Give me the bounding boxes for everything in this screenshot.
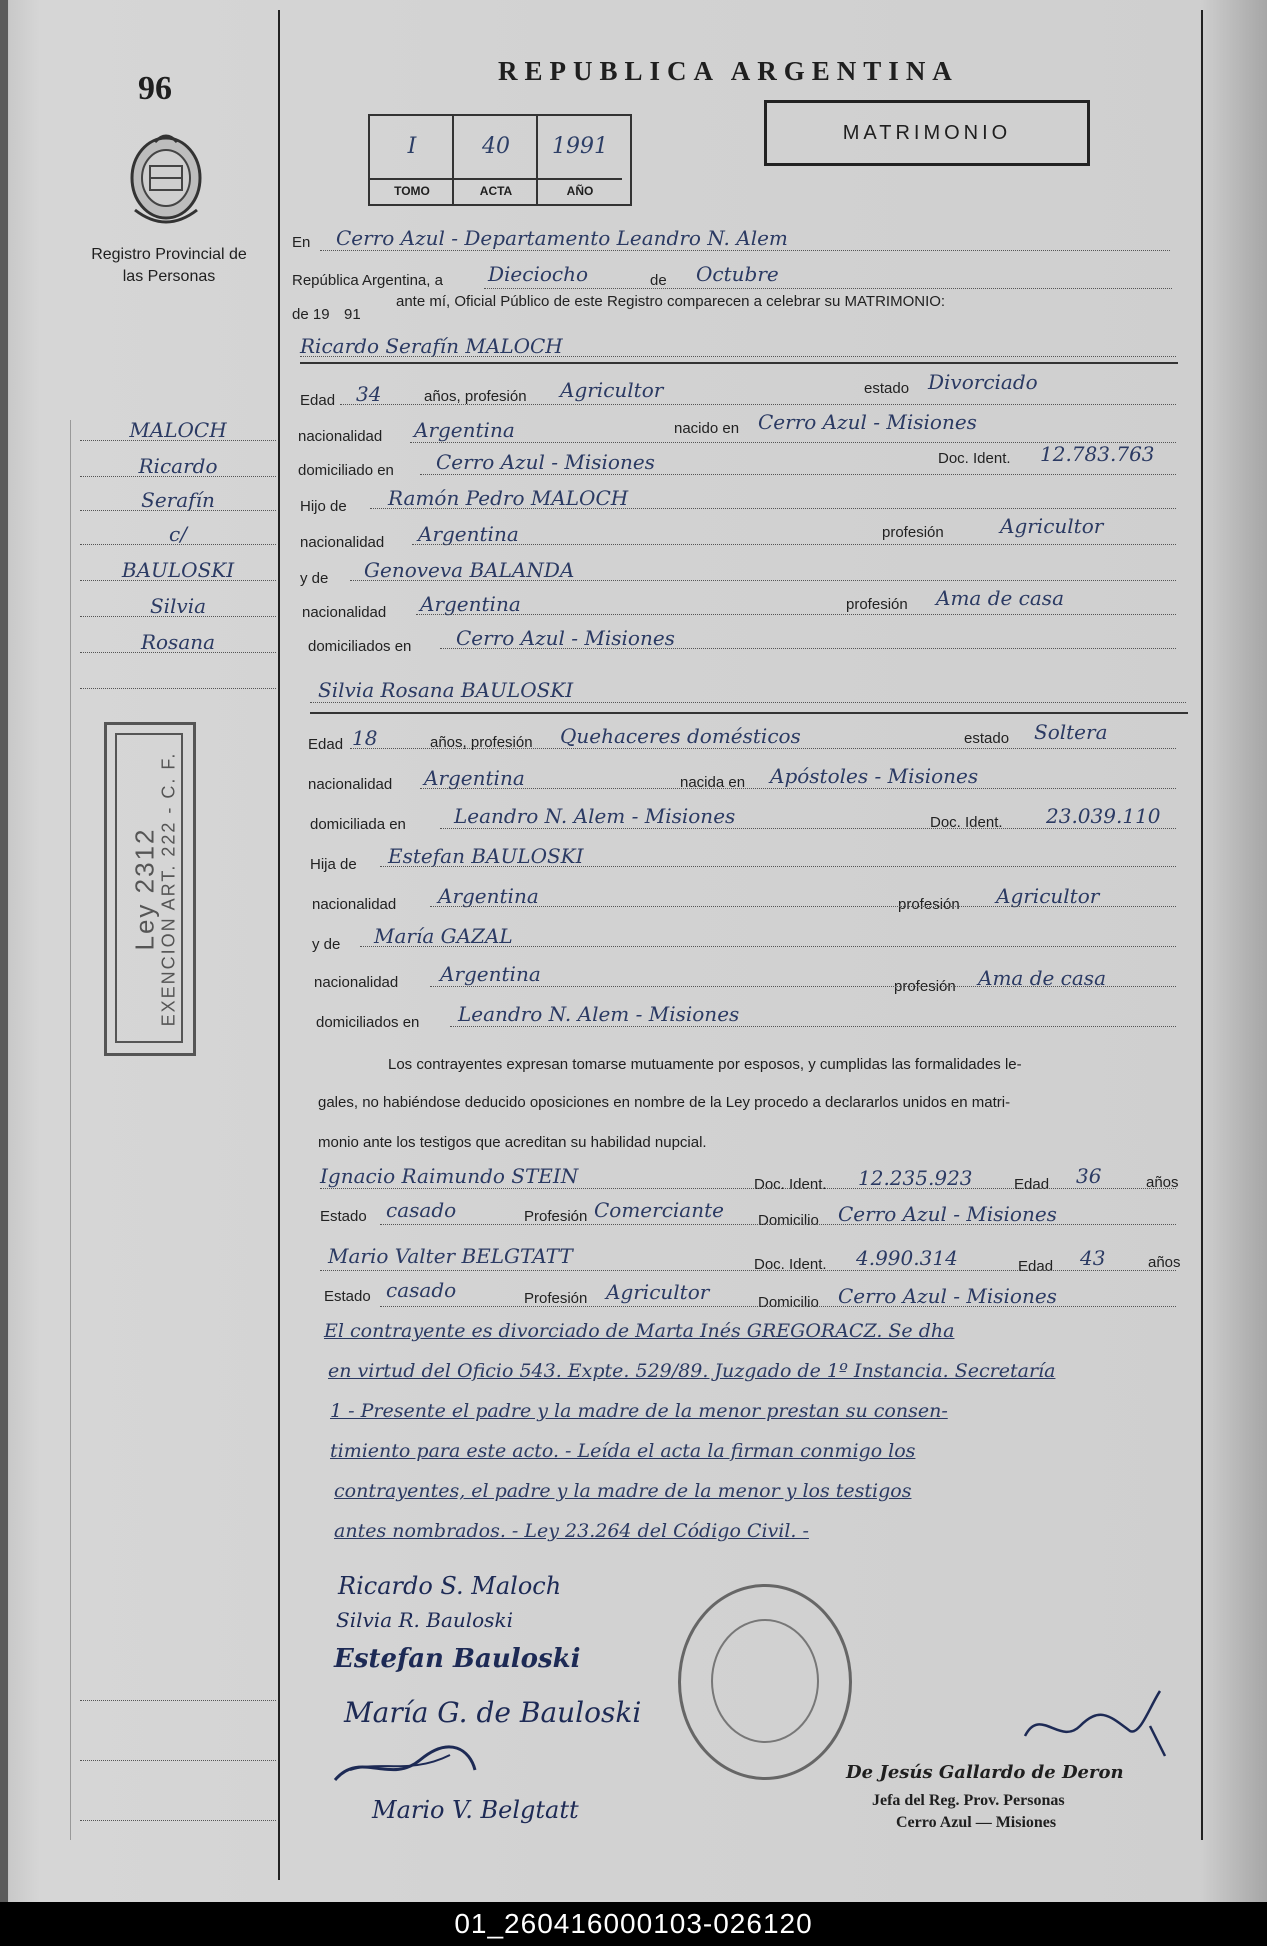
domiciliado-label: domiciliado en [298,462,394,479]
witness-2-doc: 4.990.314 [856,1246,958,1270]
margin-line: Silvia [149,594,207,618]
ante-text: ante mí, Oficial Público de este Registro comparecen a celebrar su MATRIMONIO: [396,293,946,310]
anos-label: años [1148,1254,1181,1271]
margin-dotted-line [80,544,276,545]
tomo-value: I [407,134,417,159]
dotted-line [484,288,1172,289]
bride-estado: Soltera [1034,720,1108,744]
groom-mother: Genoveva BALANDA [364,558,575,582]
nacionalidad-label: nacionalidad [312,896,397,913]
margin-dotted-line [80,688,276,689]
hijo-label: Hijo de [300,498,347,515]
estado-label: estado [964,730,1010,747]
anos-profesion-label: años, profesión [430,734,533,751]
bride-mother: María GAZAL [374,924,513,948]
margin-line: Serafín [141,488,215,512]
nacionalidad-label: nacionalidad [300,534,385,551]
declaration-line: monio ante los testigos que acreditan su habilidad nupcial. [318,1134,707,1151]
domicilio-label: Domicilio [758,1294,819,1311]
dotted-line [430,986,1176,987]
groom-mother-nationality: Argentina [420,592,521,616]
dotted-line [420,788,1176,789]
bride-doc: 23.039.110 [1046,804,1161,828]
binding-edge [0,0,8,1902]
bride-domicile: Leandro N. Alem - Misiones [454,804,736,828]
scan-id-bar: 01_260416000103-026120 [0,1902,1267,1946]
declaration-line: gales, no habiéndose deducido oposiciones en nombre de la Ley procedo a declararlos unidos en matri- [318,1094,1011,1111]
edad-label: Edad [300,392,336,409]
margin-dotted-line [80,1760,276,1761]
dotted-line [412,544,1176,545]
dotted-line [320,1188,1176,1189]
registry-name: Registro Provincial de las Personas [91,246,247,285]
witness-2-estado: casado [386,1278,457,1302]
witness-1-name: Ignacio Raimundo STEIN [320,1164,579,1188]
official-signature-icon [1020,1686,1170,1766]
observation-line: 1 - Presente el padre y la madre de la menor prestan su consen- [330,1400,948,1422]
groom-profession: Agricultor [560,378,664,402]
dotted-line [370,508,1176,509]
groom-domicile: Cerro Azul - Misiones [436,450,655,474]
witness-2-name: Mario Valter BELGTATT [328,1244,573,1268]
margin-dotted-line [80,652,276,653]
nacionalidad-label: nacionalidad [308,776,393,793]
volume-box [368,114,632,206]
official-title: Jefa del Reg. Prov. Personas [872,1792,1065,1809]
groom-nationality: Argentina [414,418,515,442]
yde-label: y de [312,936,341,953]
bride-mother-profession: Ama de casa [978,966,1106,990]
margin-line: Ricardo [138,454,218,478]
de-label: de [650,272,667,289]
anos-label: años [1146,1174,1179,1191]
bride-age: 18 [352,726,378,750]
margin-rule [278,10,280,1880]
doc-label: Doc. Ident. [938,450,1011,467]
bride-parents-domicile: Leandro N. Alem - Misiones [458,1002,740,1026]
hija-label: Hija de [310,856,357,873]
exemption-stamp [104,722,196,1056]
witness-1-age: 36 [1076,1164,1102,1188]
margin-line: Rosana [140,630,216,654]
edad-label: Edad [1018,1258,1054,1275]
dotted-line [440,828,1176,829]
signature-witness: Mario V. Belgtatt [372,1796,579,1824]
dotted-line [440,648,1176,649]
witness-2-age: 43 [1080,1246,1106,1270]
profesion-label: profesión [846,596,908,613]
observation-line: timiento para este acto. - Leída el acta la firman conmigo los [330,1440,916,1462]
bride-profession: Quehaceres domésticos [560,724,801,748]
edad-label: Edad [1014,1176,1050,1193]
signature-groom: Ricardo S. Maloch [338,1572,562,1600]
section-divider [310,712,1188,714]
bride-father-nationality: Argentina [438,884,539,908]
bride-birthplace: Apóstoles - Misiones [770,764,979,788]
act-day: Dieciocho [488,262,589,286]
acta-label: ACTA [454,178,538,198]
groom-mother-profession: Ama de casa [936,586,1064,610]
observation-line: antes nombrados. - Ley 23.264 del Código Civil. - [334,1520,809,1542]
dotted-line [310,702,1186,703]
doc-label: Doc. Ident. [930,814,1003,831]
witness-1-estado: casado [386,1198,457,1222]
official-name: De Jesús Gallardo de Deron [846,1762,1124,1783]
nacionalidad-label: nacionalidad [314,974,399,991]
groom-father-profession: Agricultor [1000,514,1104,538]
official-seal [678,1584,852,1780]
margin-dotted-line [80,476,276,477]
witness-2-domicile: Cerro Azul - Misiones [838,1284,1057,1308]
profesion-label: profesión [898,896,960,913]
en-label: En [292,234,311,251]
stamp-exemption: EXENCION ART. 222 - C. F. [158,751,179,1027]
bride-mother-nationality: Argentina [440,962,541,986]
groom-father-nationality: Argentina [418,522,519,546]
witness-2-profession: Agricultor [606,1280,710,1304]
bride-name: Silvia Rosana BAULOSKI [318,678,574,702]
margin-line: BAULOSKI [121,558,235,582]
dotted-line [380,866,1176,867]
groom-estado: Divorciado [928,370,1038,394]
republic-label: República Argentina, a [292,272,443,289]
observation-line: contrayentes, el padre y la madre de la menor y los testigos [334,1480,912,1502]
dotted-line [380,1224,1176,1225]
dotted-line [350,580,1176,581]
province-emblem-icon [125,130,207,232]
dotted-line [420,474,1176,475]
right-rule [1201,10,1203,1840]
declaration-line: Los contrayentes expresan tomarse mutuamente por esposos, y cumplidas las formalidades le- [388,1056,1022,1073]
margin-left-rule [70,420,71,1840]
margin-dotted-line [80,616,276,617]
stamp-law: Ley 2312 [129,827,160,951]
page-number: 96 [138,70,172,107]
nacionalidad-label: nacionalidad [302,604,387,621]
profesion-label: Profesión [524,1290,588,1307]
profesion-label: Profesión [524,1208,588,1225]
signature-bride: Silvia R. Bauloski [336,1608,513,1632]
groom-father: Ramón Pedro MALOCH [388,486,629,510]
groom-parents-domicile: Cerro Azul - Misiones [456,626,675,650]
witness-1-domicile: Cerro Azul - Misiones [838,1202,1057,1226]
anio-value: 1991 [552,134,608,159]
profesion-label: profesión [894,978,956,995]
doc-label: Doc. Ident. [754,1176,827,1193]
act-month: Octubre [696,262,779,286]
observation-line: El contrayente es divorciado de Marta Inés GREGORACZ. Se dha [324,1320,955,1342]
margin-dotted-line [80,510,276,511]
signature-bride-father: Estefan Bauloski [334,1644,581,1674]
observation-line: en virtud del Oficio 543. Expte. 529/89. Juzgado de 1º Instancia. Secretaría [328,1360,1056,1382]
bride-father-profession: Agricultor [996,884,1100,908]
doc-label: Doc. Ident. [754,1256,827,1273]
dotted-line [300,356,1176,357]
margin-dotted-line [80,1700,276,1701]
groom-age: 34 [356,382,382,406]
estado-label: Estado [320,1208,367,1225]
domiciliados-label: domiciliados en [316,1014,420,1031]
groom-name: Ricardo Serafín MALOCH [300,334,563,358]
dotted-line [320,1270,1176,1271]
domiciliada-label: domiciliada en [310,816,406,833]
year-suffix: 91 [344,306,361,323]
witness-1-profession: Comerciante [594,1198,724,1222]
margin-line: c/ [169,522,187,546]
act-place: Cerro Azul - Departamento Leandro N. Alem [336,226,788,250]
domiciliados-label: domiciliados en [308,638,412,655]
country-title: REPUBLICA ARGENTINA [498,56,959,86]
estado-label: Estado [324,1288,371,1305]
signature-bride-mother: María G. de Bauloski [344,1696,642,1729]
edad-label: Edad [308,736,344,753]
anos-profesion-label: años, profesión [424,388,527,405]
dotted-line [320,250,1170,251]
acta-value: 40 [482,134,510,159]
tomo-label: TOMO [370,178,454,198]
domicilio-label: Domicilio [758,1212,819,1229]
margin-dotted-line [80,440,276,441]
year-prefix: de 19 [292,306,330,323]
dotted-line [380,1306,1176,1307]
margin-dotted-line [80,1820,276,1821]
anio-label: AÑO [538,178,622,198]
section-divider [300,362,1178,364]
nacido-label: nacido en [674,420,740,437]
signature-scribble-icon [330,1740,480,1790]
margin-line: MALOCH [129,418,227,442]
official-seal-inner [711,1619,819,1743]
dotted-line [350,748,1176,749]
groom-doc: 12.783.763 [1040,442,1155,466]
estado-label: estado [864,380,910,397]
dotted-line [340,404,1176,405]
profesion-label: profesión [882,524,944,541]
bride-father: Estefan BAULOSKI [388,844,584,868]
witness-1-doc: 12.235.923 [858,1166,973,1190]
bride-nationality: Argentina [424,766,525,790]
dotted-line [430,906,1176,907]
nacida-label: nacida en [680,774,746,791]
groom-birthplace: Cerro Azul - Misiones [758,410,977,434]
official-office: Cerro Azul — Misiones [896,1814,1057,1831]
dotted-line [450,1026,1176,1027]
yde-label: y de [300,570,329,587]
nacionalidad-label: nacionalidad [298,428,383,445]
act-type-box: MATRIMONIO [764,100,1090,166]
margin-dotted-line [80,580,276,581]
dotted-line [360,946,1176,947]
dotted-line [416,614,1176,615]
